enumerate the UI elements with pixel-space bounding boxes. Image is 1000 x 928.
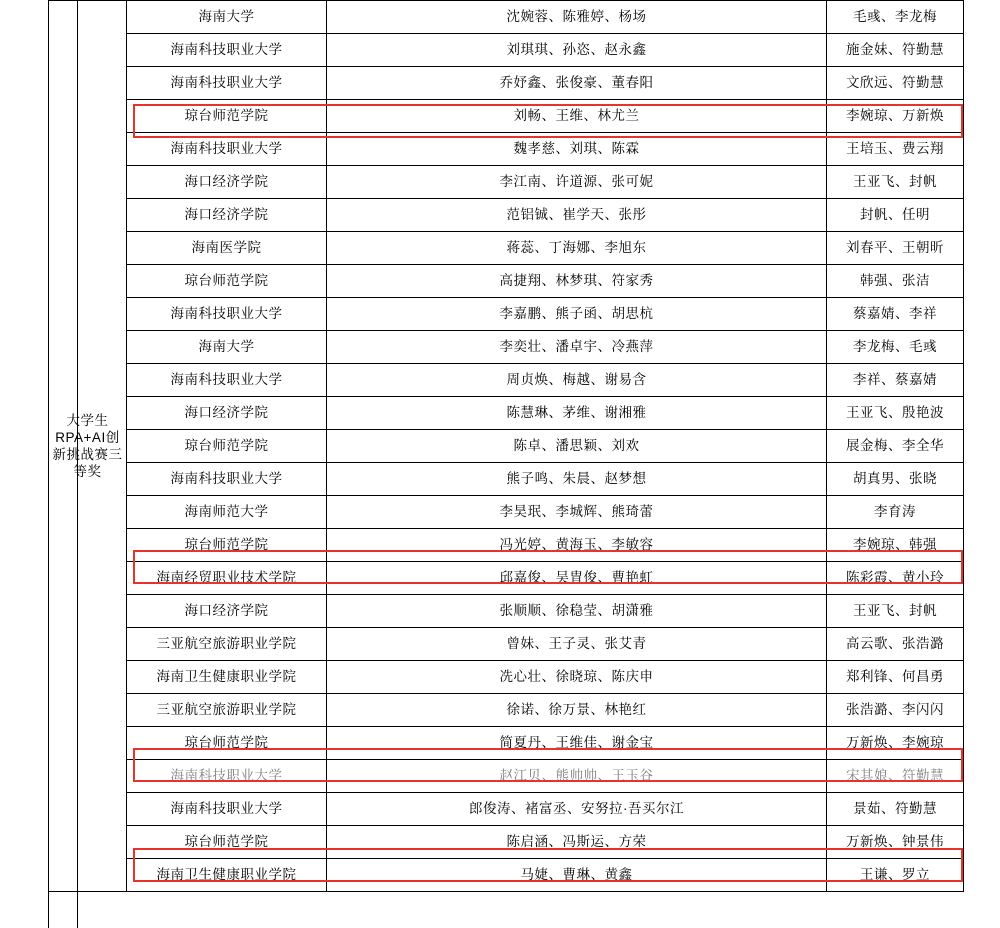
- students-cell: 乔妤鑫、张俊豪、董春阳: [327, 67, 827, 100]
- students-cell: 陈启涵、冯斯运、方荣: [327, 826, 827, 859]
- table-row: [49, 661, 964, 694]
- school-cell: 海南科技职业大学: [127, 298, 327, 331]
- teachers-cell: 王亚飞、殷艳波: [827, 397, 964, 430]
- teachers-cell: 万新焕、钟景伟: [827, 826, 964, 859]
- teachers-cell: 毛彧、李龙梅: [827, 1, 964, 34]
- school-cell: 海口经济学院: [127, 595, 327, 628]
- table-row: [49, 1, 964, 34]
- teachers-cell: 李婉琼、万新焕: [827, 100, 964, 133]
- teachers-cell: 李祥、蔡嘉婧: [827, 364, 964, 397]
- school-cell: 三亚航空旅游职业学院: [127, 628, 327, 661]
- award-category-cell: [49, 1, 127, 892]
- teachers-cell: 宋其娘、符勤慧: [827, 760, 964, 793]
- table-row: [49, 529, 964, 562]
- school-cell: 琼台师范学院: [127, 529, 327, 562]
- school-cell: 海口经济学院: [127, 397, 327, 430]
- teachers-cell: 蔡嘉婧、李祥: [827, 298, 964, 331]
- teachers-cell: 展金梅、李全华: [827, 430, 964, 463]
- students-cell: 陈慧琳、茅维、谢湘雅: [327, 397, 827, 430]
- teachers-cell: 李婉琼、韩强: [827, 529, 964, 562]
- students-cell: 李奕壮、潘卓宇、冷燕萍: [327, 331, 827, 364]
- school-cell: 海南卫生健康职业学院: [127, 859, 327, 892]
- students-cell: 马婕、曹琳、黄鑫: [327, 859, 827, 892]
- school-cell: 海南科技职业大学: [127, 67, 327, 100]
- teachers-cell: 高云歌、张浩潞: [827, 628, 964, 661]
- school-cell: 琼台师范学院: [127, 265, 327, 298]
- school-cell: 海南经贸职业技术学院: [127, 562, 327, 595]
- students-cell: 蒋蕊、丁海娜、李旭东: [327, 232, 827, 265]
- school-cell: 海南科技职业大学: [127, 34, 327, 67]
- students-cell: 简夏丹、王维佳、谢金宝: [327, 727, 827, 760]
- school-cell: 海南科技职业大学: [127, 760, 327, 793]
- school-cell: 海南科技职业大学: [127, 793, 327, 826]
- students-cell: 李江南、许道源、张可妮: [327, 166, 827, 199]
- school-cell: 海南大学: [127, 1, 327, 34]
- table-row: [49, 430, 964, 463]
- school-cell: 海南大学: [127, 331, 327, 364]
- table-row: [49, 628, 964, 661]
- table-row: [49, 826, 964, 859]
- students-cell: 冯光婷、黄海玉、李敏容: [327, 529, 827, 562]
- students-cell: 范铝铖、崔学天、张彤: [327, 199, 827, 232]
- students-cell: 周贞焕、梅越、谢易含: [327, 364, 827, 397]
- table-row: [49, 694, 964, 727]
- students-cell: 张顺顺、徐稳莹、胡潇雅: [327, 595, 827, 628]
- teachers-cell: 郑利锋、何昌勇: [827, 661, 964, 694]
- students-cell: 郎俊涛、褚富丞、安努拉·吾买尔江: [327, 793, 827, 826]
- teachers-cell: 张浩潞、李闪闪: [827, 694, 964, 727]
- school-cell: 海南医学院: [127, 232, 327, 265]
- school-cell: 琼台师范学院: [127, 727, 327, 760]
- table-row: [49, 331, 964, 364]
- school-cell: 海口经济学院: [127, 199, 327, 232]
- teachers-cell: 文欣远、符勤慧: [827, 67, 964, 100]
- table-row: [49, 562, 964, 595]
- school-cell: 海南卫生健康职业学院: [127, 661, 327, 694]
- table-row: [49, 397, 964, 430]
- school-cell: 海南科技职业大学: [127, 133, 327, 166]
- teachers-cell: 景茹、符勤慧: [827, 793, 964, 826]
- school-cell: 海南科技职业大学: [127, 463, 327, 496]
- school-cell: 三亚航空旅游职业学院: [127, 694, 327, 727]
- school-cell: 海南科技职业大学: [127, 364, 327, 397]
- teachers-cell: 李龙梅、毛彧: [827, 331, 964, 364]
- students-cell: 刘琪琪、孙恣、赵永鑫: [327, 34, 827, 67]
- teachers-cell: 李育涛: [827, 496, 964, 529]
- table-row: [49, 496, 964, 529]
- table-row: [49, 265, 964, 298]
- table-row: [49, 166, 964, 199]
- table-row: [49, 859, 964, 892]
- table-row: [49, 232, 964, 265]
- teachers-cell: 王谦、罗立: [827, 859, 964, 892]
- table-row: [49, 793, 964, 826]
- table-row: [49, 34, 964, 67]
- teachers-cell: 王亚飞、封帆: [827, 595, 964, 628]
- students-cell: 陈卓、潘思颖、刘欢: [327, 430, 827, 463]
- students-cell: 李昊珉、李城辉、熊琦蕾: [327, 496, 827, 529]
- table-row: [49, 67, 964, 100]
- table-row: [49, 364, 964, 397]
- teachers-cell: 王亚飞、封帆: [827, 166, 964, 199]
- table-row: [49, 298, 964, 331]
- students-cell: 魏孝慈、刘琪、陈霖: [327, 133, 827, 166]
- school-cell: 海南师范大学: [127, 496, 327, 529]
- school-cell: 海口经济学院: [127, 166, 327, 199]
- school-cell: 琼台师范学院: [127, 100, 327, 133]
- table-row: [49, 199, 964, 232]
- students-cell: 刘畅、王维、林尤兰: [327, 100, 827, 133]
- table-row: [49, 760, 964, 793]
- teachers-cell: 刘春平、王朝昕: [827, 232, 964, 265]
- students-cell: 熊子鸣、朱晨、赵梦想: [327, 463, 827, 496]
- school-cell: 琼台师范学院: [127, 430, 327, 463]
- award-category-label: 大学生RPA+AI创新挑战赛三等奖: [52, 413, 123, 479]
- students-cell: 赵江贝、熊帅帅、王玉谷: [327, 760, 827, 793]
- teachers-cell: 胡真男、张晓: [827, 463, 964, 496]
- students-cell: 冼心壮、徐晓琼、陈庆申: [327, 661, 827, 694]
- table-row: [49, 100, 964, 133]
- students-cell: 徐诺、徐万景、林艳红: [327, 694, 827, 727]
- teachers-cell: 陈彩霞、黄小玲: [827, 562, 964, 595]
- teachers-cell: 万新焕、李婉琼: [827, 727, 964, 760]
- students-cell: 高捷翔、林梦琪、符家秀: [327, 265, 827, 298]
- teachers-cell: 封帆、任明: [827, 199, 964, 232]
- teachers-cell: 韩强、张洁: [827, 265, 964, 298]
- table-row: [49, 463, 964, 496]
- table-body: [49, 1, 964, 892]
- students-cell: 曾妹、王子灵、张艾青: [327, 628, 827, 661]
- students-cell: 邱嘉俊、吴胄俊、曹艳虹: [327, 562, 827, 595]
- teachers-cell: 王培玉、费云翔: [827, 133, 964, 166]
- school-cell: 琼台师范学院: [127, 826, 327, 859]
- table-row: [49, 595, 964, 628]
- table-row: [49, 133, 964, 166]
- students-cell: 李嘉鹏、熊子函、胡思杭: [327, 298, 827, 331]
- table-row: [49, 727, 964, 760]
- teachers-cell: 施金妹、符勤慧: [827, 34, 964, 67]
- award-results-table: [48, 0, 964, 892]
- students-cell: 沈婉蓉、陈雅婷、杨场: [327, 1, 827, 34]
